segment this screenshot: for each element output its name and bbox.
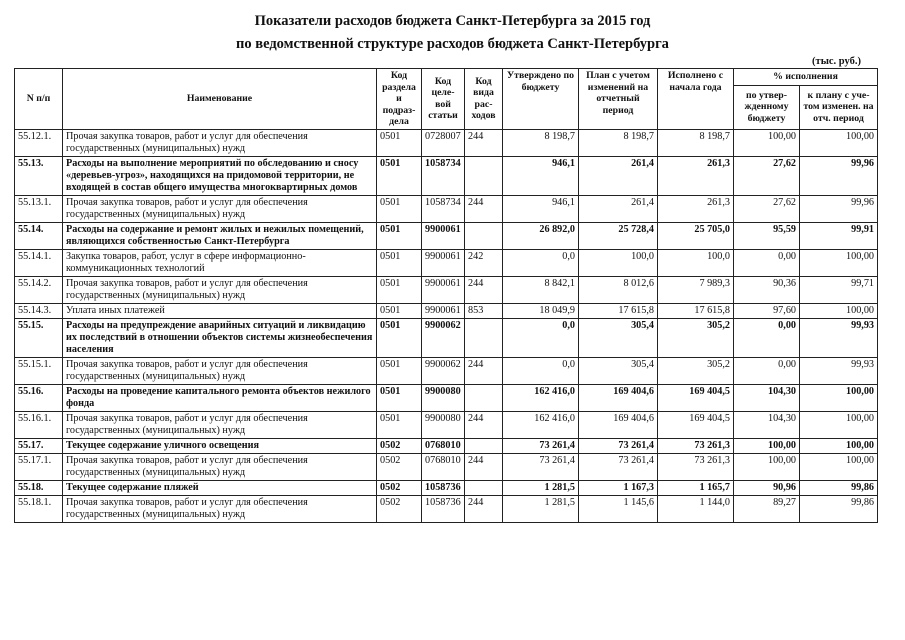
cell-executed: 73 261,3 (658, 453, 734, 480)
page-title: Показатели расходов бюджета Санкт-Петербурга за 2015 год (254, 13, 651, 29)
cell-name: Прочая закупка товаров, работ и услуг для обеспечения государственных (муниципальных) нужд (63, 276, 377, 303)
cell-approved: 162 416,0 (503, 411, 579, 438)
cell-plan: 1 145,6 (579, 495, 658, 522)
cell-plan: 8 012,6 (579, 276, 658, 303)
cell-kind: 244 (465, 453, 503, 480)
cell-num: 55.14.1. (15, 249, 63, 276)
cell-num: 55.16. (15, 384, 63, 411)
cell-section: 0501 (377, 303, 422, 318)
cell-approved: 73 261,4 (503, 438, 579, 453)
cell-name: Уплата иных платежей (63, 303, 377, 318)
cell-name: Расходы на предупреждение аварийных ситуаций и ликвидацию их последствий в отношении объектов системы жизнеобеспечения населения (63, 318, 377, 357)
col-header-name: Наименование (63, 69, 377, 130)
cell-section: 0501 (377, 195, 422, 222)
cell-plan: 261,4 (579, 195, 658, 222)
col-header-section: Код раздела и подраз-дела (377, 69, 422, 130)
cell-approved: 26 892,0 (503, 222, 579, 249)
cell-plan: 100,0 (579, 249, 658, 276)
col-header-article: Код целе-вой статьи (422, 69, 465, 130)
col-header-pct-group: % исполнения (734, 69, 878, 86)
cell-section: 0501 (377, 318, 422, 357)
table-row (15, 480, 878, 495)
cell-num: 55.17.1. (15, 453, 63, 480)
table-row (15, 276, 878, 303)
cell-plan: 305,4 (579, 318, 658, 357)
table-row (15, 222, 878, 249)
cell-executed: 17 615,8 (658, 303, 734, 318)
cell-kind (465, 156, 503, 195)
table-row (15, 357, 878, 384)
cell-executed: 7 989,3 (658, 276, 734, 303)
cell-num: 55.15.1. (15, 357, 63, 384)
cell-approved: 8 842,1 (503, 276, 579, 303)
cell-approved: 0,0 (503, 249, 579, 276)
cell-pct-approved: 89,27 (734, 495, 800, 522)
cell-plan: 261,4 (579, 156, 658, 195)
cell-name: Прочая закупка товаров, работ и услуг для обеспечения государственных (муниципальных) нужд (63, 357, 377, 384)
cell-pct-approved: 100,00 (734, 129, 800, 156)
cell-name: Прочая закупка товаров, работ и услуг для обеспечения государственных (муниципальных) нужд (63, 195, 377, 222)
col-header-pct-plan: к плану с уче-том изменен. на отч. период (800, 85, 878, 129)
cell-plan: 169 404,6 (579, 411, 658, 438)
table-row (15, 156, 878, 195)
cell-num: 55.12.1. (15, 129, 63, 156)
cell-name: Прочая закупка товаров, работ и услуг для обеспечения государственных (муниципальных) нужд (63, 495, 377, 522)
cell-pct-approved: 104,30 (734, 411, 800, 438)
cell-approved: 1 281,5 (503, 495, 579, 522)
cell-num: 55.14.2. (15, 276, 63, 303)
cell-num: 55.13. (15, 156, 63, 195)
cell-article: 9900080 (422, 411, 465, 438)
cell-pct-plan: 99,93 (800, 357, 878, 384)
cell-num: 55.14. (15, 222, 63, 249)
cell-pct-approved: 95,59 (734, 222, 800, 249)
col-header-num: N п/п (15, 69, 63, 130)
cell-article: 9900080 (422, 384, 465, 411)
cell-article: 1058736 (422, 495, 465, 522)
cell-executed: 169 404,5 (658, 411, 734, 438)
cell-pct-plan: 99,96 (800, 195, 878, 222)
cell-section: 0501 (377, 249, 422, 276)
cell-pct-approved: 0,00 (734, 357, 800, 384)
cell-kind: 242 (465, 249, 503, 276)
cell-approved: 946,1 (503, 195, 579, 222)
cell-article: 9900061 (422, 222, 465, 249)
cell-name: Текущее содержание пляжей (63, 480, 377, 495)
cell-kind (465, 438, 503, 453)
cell-pct-plan: 100,00 (800, 438, 878, 453)
col-header-approved: Утверждено по бюджету (503, 69, 579, 130)
cell-pct-approved: 0,00 (734, 318, 800, 357)
cell-article: 9900061 (422, 303, 465, 318)
cell-name: Расходы на содержание и ремонт жилых и нежилых помещений, являющихся собственностью Санкт-Петербурга (63, 222, 377, 249)
table-row (15, 453, 878, 480)
table-row (15, 438, 878, 453)
cell-pct-plan: 99,86 (800, 495, 878, 522)
cell-kind: 244 (465, 195, 503, 222)
cell-executed: 261,3 (658, 195, 734, 222)
cell-kind: 244 (465, 411, 503, 438)
cell-approved: 0,0 (503, 318, 579, 357)
cell-section: 0501 (377, 129, 422, 156)
cell-executed: 305,2 (658, 357, 734, 384)
cell-executed: 1 165,7 (658, 480, 734, 495)
cell-pct-approved: 100,00 (734, 453, 800, 480)
cell-name: Прочая закупка товаров, работ и услуг для обеспечения государственных (муниципальных) нужд (63, 129, 377, 156)
cell-executed: 1 144,0 (658, 495, 734, 522)
cell-executed: 73 261,3 (658, 438, 734, 453)
cell-approved: 162 416,0 (503, 384, 579, 411)
cell-executed: 100,0 (658, 249, 734, 276)
cell-plan: 73 261,4 (579, 453, 658, 480)
cell-plan: 17 615,8 (579, 303, 658, 318)
col-header-executed: Исполнено с начала года (658, 69, 734, 130)
cell-kind: 244 (465, 276, 503, 303)
cell-kind (465, 384, 503, 411)
cell-num: 55.18.1. (15, 495, 63, 522)
cell-kind (465, 222, 503, 249)
cell-pct-plan: 99,93 (800, 318, 878, 357)
cell-section: 0502 (377, 480, 422, 495)
cell-plan: 25 728,4 (579, 222, 658, 249)
cell-section: 0502 (377, 453, 422, 480)
table-row (15, 249, 878, 276)
cell-name: Расходы на выполнение мероприятий по обследованию и сносу «деревьев-угроз», находящихся на придомовой территории, не входящей в состав общего имущества многоквартирных домов (63, 156, 377, 195)
page-subtitle: по ведомственной структуре расходов бюджета Санкт-Петербурга (236, 36, 669, 52)
cell-article: 1058734 (422, 156, 465, 195)
table-row (15, 303, 878, 318)
cell-pct-approved: 27,62 (734, 156, 800, 195)
cell-executed: 261,3 (658, 156, 734, 195)
table-row (15, 384, 878, 411)
cell-executed: 169 404,5 (658, 384, 734, 411)
cell-article: 0768010 (422, 453, 465, 480)
table-row (15, 318, 878, 357)
cell-approved: 0,0 (503, 357, 579, 384)
table-body (15, 129, 878, 522)
cell-plan: 1 167,3 (579, 480, 658, 495)
cell-pct-plan: 100,00 (800, 129, 878, 156)
cell-num: 55.18. (15, 480, 63, 495)
cell-pct-approved: 90,96 (734, 480, 800, 495)
cell-article: 9900062 (422, 318, 465, 357)
cell-article: 1058736 (422, 480, 465, 495)
cell-article: 9900062 (422, 357, 465, 384)
cell-executed: 25 705,0 (658, 222, 734, 249)
cell-pct-approved: 104,30 (734, 384, 800, 411)
cell-kind: 244 (465, 129, 503, 156)
table-row (15, 129, 878, 156)
col-header-plan: План с учетом изменений на отчетный период (579, 69, 658, 130)
cell-pct-plan: 99,91 (800, 222, 878, 249)
cell-plan: 8 198,7 (579, 129, 658, 156)
cell-pct-plan: 100,00 (800, 384, 878, 411)
cell-section: 0501 (377, 357, 422, 384)
cell-pct-plan: 99,96 (800, 156, 878, 195)
cell-section: 0501 (377, 276, 422, 303)
cell-kind (465, 318, 503, 357)
cell-plan: 305,4 (579, 357, 658, 384)
cell-name: Прочая закупка товаров, работ и услуг для обеспечения государственных (муниципальных) нужд (63, 453, 377, 480)
cell-num: 55.16.1. (15, 411, 63, 438)
cell-kind: 244 (465, 357, 503, 384)
cell-pct-plan: 100,00 (800, 249, 878, 276)
cell-pct-approved: 0,00 (734, 249, 800, 276)
cell-approved: 946,1 (503, 156, 579, 195)
cell-pct-approved: 100,00 (734, 438, 800, 453)
cell-pct-approved: 90,36 (734, 276, 800, 303)
cell-num: 55.13.1. (15, 195, 63, 222)
cell-name: Расходы на проведение капитального ремонта объектов нежилого фонда (63, 384, 377, 411)
cell-approved: 73 261,4 (503, 453, 579, 480)
cell-pct-plan: 100,00 (800, 411, 878, 438)
cell-approved: 1 281,5 (503, 480, 579, 495)
cell-approved: 8 198,7 (503, 129, 579, 156)
cell-num: 55.15. (15, 318, 63, 357)
cell-section: 0501 (377, 222, 422, 249)
cell-plan: 73 261,4 (579, 438, 658, 453)
cell-executed: 8 198,7 (658, 129, 734, 156)
cell-pct-approved: 97,60 (734, 303, 800, 318)
cell-name: Закупка товаров, работ, услуг в сфере информационно-коммуникационных технологий (63, 249, 377, 276)
cell-article: 1058734 (422, 195, 465, 222)
cell-section: 0502 (377, 438, 422, 453)
table-row (15, 495, 878, 522)
cell-executed: 305,2 (658, 318, 734, 357)
cell-pct-plan: 99,86 (800, 480, 878, 495)
cell-kind: 244 (465, 495, 503, 522)
table-row (15, 411, 878, 438)
cell-plan: 169 404,6 (579, 384, 658, 411)
cell-num: 55.14.3. (15, 303, 63, 318)
table-row (15, 195, 878, 222)
cell-kind (465, 480, 503, 495)
cell-pct-plan: 100,00 (800, 303, 878, 318)
cell-article: 9900061 (422, 276, 465, 303)
budget-table (14, 68, 878, 523)
cell-name: Прочая закупка товаров, работ и услуг для обеспечения государственных (муниципальных) нужд (63, 411, 377, 438)
cell-section: 0501 (377, 384, 422, 411)
cell-pct-plan: 99,71 (800, 276, 878, 303)
cell-article: 0768010 (422, 438, 465, 453)
cell-num: 55.17. (15, 438, 63, 453)
cell-article: 0728007 (422, 129, 465, 156)
cell-name: Текущее содержание уличного освещения (63, 438, 377, 453)
col-header-kind: Код вида рас-ходов (465, 69, 503, 130)
cell-article: 9900061 (422, 249, 465, 276)
cell-section: 0501 (377, 411, 422, 438)
cell-kind: 853 (465, 303, 503, 318)
cell-approved: 18 049,9 (503, 303, 579, 318)
cell-pct-plan: 100,00 (800, 453, 878, 480)
cell-section: 0501 (377, 156, 422, 195)
units-label: (тыс. руб.) (812, 56, 861, 67)
cell-section: 0502 (377, 495, 422, 522)
header-row (15, 69, 878, 86)
col-header-pct-approved: по утвер-жденному бюджету (734, 85, 800, 129)
cell-pct-approved: 27,62 (734, 195, 800, 222)
